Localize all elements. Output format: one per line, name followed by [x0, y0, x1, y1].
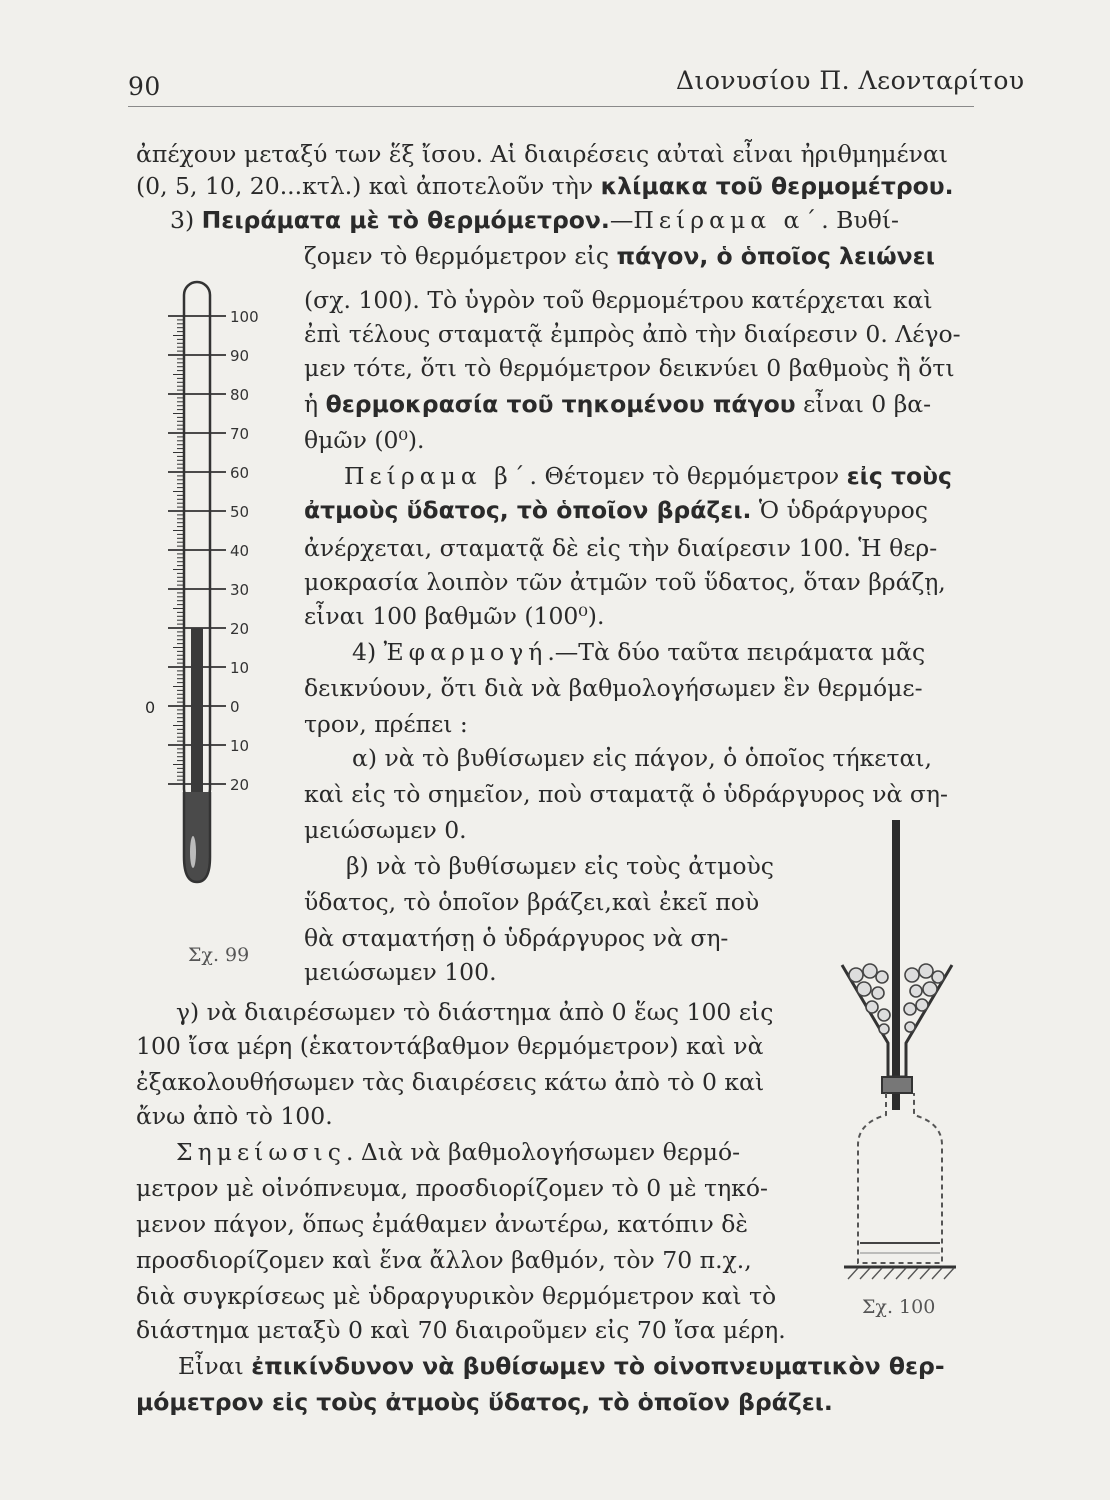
text-line-11-b: Ὁ ὑδράργυρος: [751, 496, 928, 524]
text-line-32: προσδιορίζομεν καὶ ἕνα ἄλλον βαθμόν, τὸν 70 π.χ.,: [136, 1246, 752, 1274]
text-line-15-c: .—Τὰ δύο ταῦτα πειράματα μᾶς: [547, 638, 926, 666]
mercury-column: [191, 628, 203, 814]
text-line-15: [352, 636, 925, 668]
text-line-28: ἄνω ἀπὸ τὸ 100.: [136, 1102, 333, 1130]
text-line-35: [178, 1350, 945, 1382]
section-heading-experiments: Πειράματα μὲ τὸ θερμόμετρον.: [201, 206, 610, 234]
text-line-8: [304, 388, 931, 420]
experiment-a-label: Πείραμα α΄: [633, 206, 822, 234]
page-number: 90: [128, 72, 161, 101]
scale-label: 0: [230, 698, 240, 716]
text-line-17: τρον, πρέπει :: [304, 710, 468, 738]
text-line-24: μειώσωμεν 100.: [304, 958, 497, 986]
text-line-20: μειώσωμεν 0.: [304, 816, 467, 844]
text-line-8-c: εἶναι 0 βα-: [795, 390, 932, 418]
text-line-2-a: (0, 5, 10, 20...κτλ.) καὶ ἀποτελοῦν τὴν: [136, 172, 601, 200]
text-line-30: μετρον μὲ οἰνόπνευμα, προσδιορίζομεν τὸ 0 μὲ τηκό-: [136, 1174, 768, 1202]
text-line-33: διὰ συγκρίσεως μὲ ὑδραργυρικὸν θερμόμετρον καὶ τὸ: [136, 1282, 777, 1310]
text-line-3-a: 3): [170, 206, 202, 234]
text-line-29-b: . Διὰ νὰ βαθμολογήσωμεν θερμό-: [345, 1138, 741, 1166]
text-line-10-b: . Θέτομεν τὸ θερμόμετρον: [529, 462, 847, 490]
thermometer-scale-ticks: [168, 308, 259, 794]
text-line-2: [136, 170, 954, 202]
section-heading-application: Ἐφαρμογή: [383, 638, 548, 666]
thermometer-zero-marker: 0: [145, 698, 156, 717]
text-line-35-a: Εἶναι: [178, 1352, 252, 1380]
scale-label: 40: [230, 542, 250, 560]
text-line-10: [344, 460, 952, 492]
ice-funnel-figure-100: [830, 815, 980, 1285]
scale-label: 50: [230, 503, 250, 521]
scale-label: 60: [230, 464, 250, 482]
text-line-15-a: 4): [352, 638, 384, 666]
text-line-27: ἐξακολουθήσωμεν τὰς διαιρέσεις κάτω ἀπὸ τὸ 0 καὶ: [136, 1068, 765, 1096]
text-line-13: μοκρασία λοιπὸν τῶν ἀτμῶν τοῦ ὕδατος, ὅταν βράζῃ,: [304, 568, 946, 596]
thermometer-stem: [892, 820, 900, 1110]
thermometer-bulb: [184, 792, 210, 882]
scale-label: 80: [230, 386, 250, 404]
bottle: [858, 1093, 942, 1263]
scale-label: 20: [230, 776, 250, 794]
scale-label: 70: [230, 425, 250, 443]
text-line-25: γ) νὰ διαιρέσωμεν τὸ διάστημα ἀπὸ 0 ἕως 100 εἰς: [176, 998, 774, 1026]
text-line-3-dash: —: [609, 206, 634, 234]
scale-label: 100: [230, 308, 259, 326]
text-line-26: 100 ἴσα μέρη (ἑκατοντάβαθμον θερμόμετρον) καὶ νὰ: [136, 1032, 764, 1060]
base-hatching: [848, 1268, 954, 1279]
figure-100-caption: Σχ. 100: [862, 1296, 936, 1318]
text-line-6: ἐπὶ τέλους σταματᾷ ἐμπρὸς ἀπὸ τὴν διαίρεσιν 0. Λέγο-: [304, 320, 961, 348]
text-line-2-bold: κλίμακα τοῦ θερμομέτρου.: [600, 172, 954, 200]
figure-99-caption: Σχ. 99: [188, 944, 250, 966]
scale-label: 20: [230, 620, 250, 638]
scale-label: 10: [230, 659, 250, 677]
running-header-author: Διονυσίου Π. Λεονταρίτου: [676, 66, 1025, 95]
thermometer-figure-99: [140, 272, 280, 972]
text-line-5: (σχ. 100). Τὸ ὑγρὸν τοῦ θερμομέτρου κατέρχεται καὶ: [304, 286, 933, 314]
text-line-31: μενον πάγον, ὅπως ἐμάθαμεν ἀνωτέρω, κατόπιν δὲ: [136, 1210, 749, 1238]
text-line-35-bold: ἐπικίνδυνον νὰ βυθίσωμεν τὸ οἰνοπνευματικὸν θερ-: [251, 1352, 945, 1380]
scale-label: 30: [230, 581, 250, 599]
text-line-22: ὕδατος, τὸ ὁποῖον βράζει,καὶ ἐκεῖ ποὺ: [304, 888, 760, 916]
thermometer-bulb-highlight: [190, 836, 196, 868]
text-line-9: θμῶν (0⁰).: [304, 426, 425, 454]
text-line-19: καὶ εἰς τὸ σημεῖον, ποὺ σταματᾷ ὁ ὑδράργυρος νὰ ση-: [304, 780, 948, 808]
text-line-8-bold: θερμοκρασία τοῦ τηκομένου πάγου: [325, 390, 796, 418]
text-line-3-e: . Βυθί-: [821, 206, 899, 234]
text-line-4-a: ζομεν τὸ θερμόμετρον εἰς: [304, 242, 617, 270]
text-line-12: ἀνέρχεται, σταματᾷ δὲ εἰς τὴν διαίρεσιν 100. Ἡ θερ-: [304, 534, 938, 562]
text-line-11-bold: ἀτμοὺς ὕδατος, τὸ ὁποῖον βράζει.: [304, 496, 752, 524]
text-line-4-bold: πάγον, ὁ ὁποῖος λειώνει: [616, 242, 935, 270]
text-line-4: [304, 240, 935, 272]
experiment-b-label: Πείραμα β΄: [344, 462, 530, 490]
text-line-29: [176, 1136, 740, 1168]
text-line-34: διάστημα μεταξὺ 0 καὶ 70 διαιροῦμεν εἰς 70 ἴσα μέρη.: [136, 1316, 786, 1344]
note-label: Σημείωσις: [176, 1138, 346, 1166]
text-line-16: δεικνύουν, ὅτι διὰ νὰ βαθμολογήσωμεν ἓν θερμόμε-: [304, 674, 923, 702]
text-line-23: θὰ σταματήσῃ ὁ ὑδράργυρος νὰ ση-: [304, 924, 729, 952]
text-line-18: α) νὰ τὸ βυθίσωμεν εἰς πάγον, ὁ ὁποῖος τήκεται,: [352, 744, 932, 772]
header-rule: [128, 106, 974, 107]
text-line-11: [304, 494, 928, 526]
text-line-10-bold: εἰς τοὺς: [846, 462, 952, 490]
stopper: [882, 1077, 912, 1093]
scale-label: 90: [230, 347, 250, 365]
text-line-36: μόμετρον εἰς τοὺς ἀτμοὺς ὕδατος, τὸ ὁποῖον βράζει.: [136, 1388, 833, 1416]
text-line-3: [170, 204, 899, 236]
text-line-7: μεν τότε, ὅτι τὸ θερμόμετρον δεικνύει 0 βαθμοὺς ἢ ὅτι: [304, 354, 955, 382]
text-line-8-a: ἡ: [304, 390, 326, 418]
text-line-1: ἀπέχουν μεταξύ των ἕξ ἴσου. Αἱ διαιρέσεις αὐταὶ εἶναι ἠριθμημέναι: [136, 140, 949, 168]
text-line-14: εἶναι 100 βαθμῶν (100⁰).: [304, 602, 605, 630]
scale-label: 10: [230, 737, 250, 755]
text-line-21: β) νὰ τὸ βυθίσωμεν εἰς τοὺς ἀτμοὺς: [346, 852, 774, 880]
